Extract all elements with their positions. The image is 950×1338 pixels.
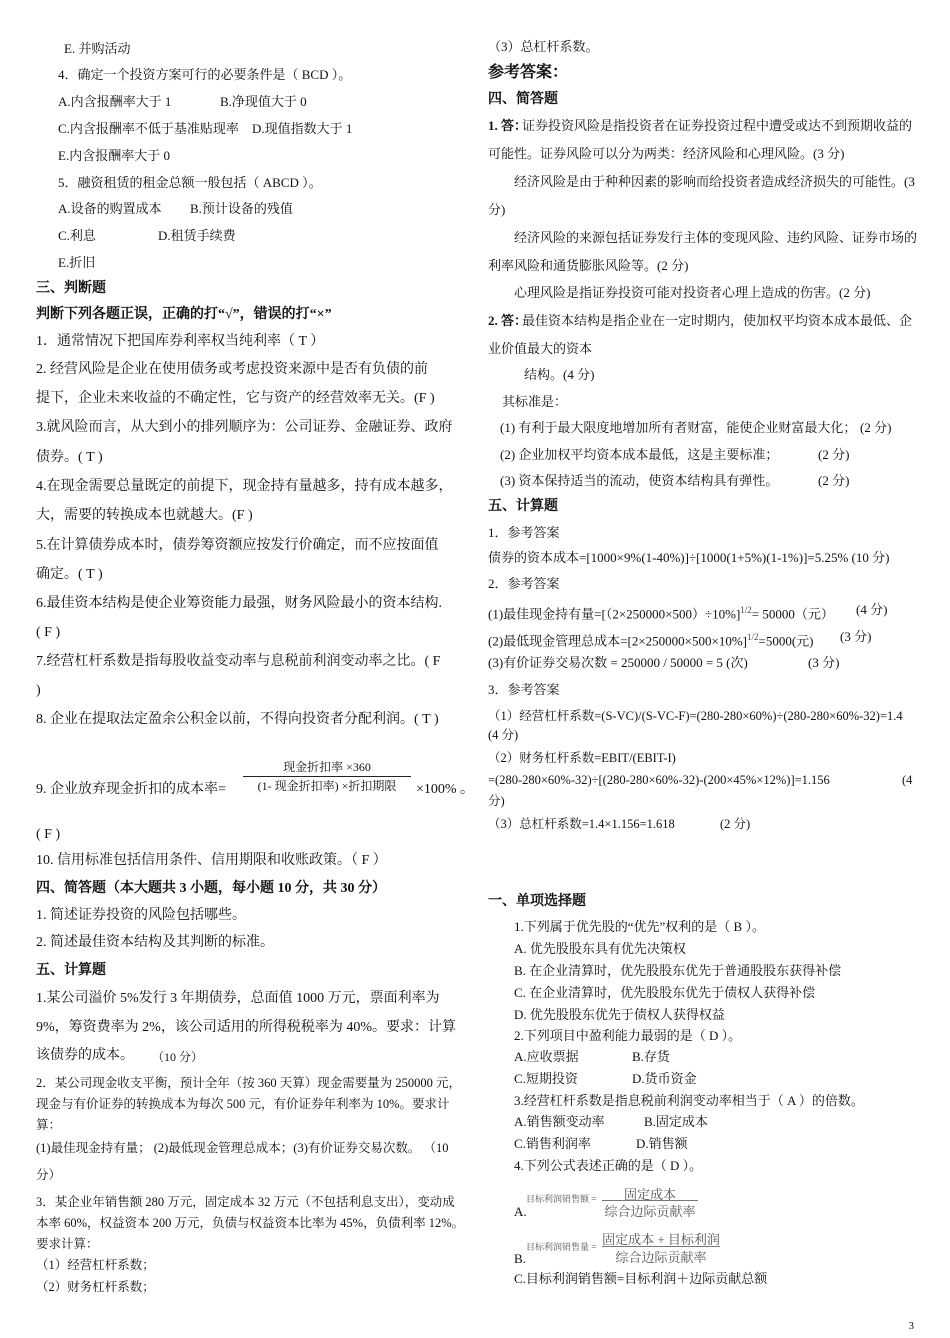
single-q2-option-c: C.短期投资 — [514, 1071, 578, 1086]
formula-c: C.目标利润销售额=目标利润＋边际贡献总额 — [514, 1271, 768, 1286]
q4-option-a: A.内含报酬率大于 1 — [58, 94, 172, 109]
judge-line: 7.经营杠杆系数是指每股收益变动率与息税前利润变动率之比。( F — [36, 654, 441, 669]
judge-line: 8. 企业在提取法定盈余公积金以前，不得向投资者分配利润。( T ) — [36, 712, 439, 727]
answer2-criterion: (2) 企业加权平均资本成本最低，这是主要标准； — [500, 447, 779, 462]
single-q3-option-a: A.销售额变动率 — [514, 1114, 605, 1129]
formula-b-label: B. — [514, 1251, 526, 1266]
answer2-criterion: (1) 有利于最大限度地增加所有者财富，能使企业财富最大化； — [500, 420, 857, 435]
formula-b-lhs: 目标利润销售量 = — [526, 1242, 597, 1252]
calc-q3-line: 要求计算： — [36, 1237, 99, 1251]
answer2-label: 2. 答： — [488, 313, 528, 328]
calc-q1-score: （10 分） — [152, 1050, 204, 1064]
answer1-line: 心理风险是指证券投资可能对投资者心理上造成的伤害。(2 分) — [514, 285, 871, 300]
answer1-line: 经济风险的来源包括证券发行主体的变现风险、违约风险、证券市场的 — [514, 230, 918, 245]
short-q2: 2. 简述最佳资本结构及其判断的标准。 — [36, 935, 274, 950]
judge-line: 6.最佳资本结构是使企业筹资能力最强，财务风险最小的资本结构. — [36, 596, 442, 611]
judge-line: 提下，企业未来收益的不确定性，它与资产的经营效率无关。(F ) — [36, 391, 435, 406]
calc3-line: (4 — [902, 773, 913, 787]
single-q3-option-c: C.销售利润率 — [514, 1136, 591, 1151]
answers-calc-title: 五、计算题 — [488, 499, 558, 514]
calc3-label: 3．参考答案 — [488, 682, 560, 697]
judge-line: 2. 经营风险是企业在使用债务或考虑投资来源中是否有负债的前 — [36, 362, 428, 377]
short-section-title: 四、简答题（本大题共 3 小题，每小题 10 分，共 30 分） — [36, 881, 386, 896]
single-q1-option: C. 在企业清算时，优先股股东优先于债权人获得补偿 — [514, 985, 816, 1000]
judge-line: 5.在计算债券成本时，债券筹资额应按发行价确定，而不应按面值 — [36, 538, 439, 553]
calc2-line2-score: (3 分) — [840, 629, 872, 644]
calc-q3-line: 本率 60%，权益资本 200 万元，负债与权益资本比率为 45%，负债利率 12%。 — [36, 1216, 465, 1230]
single-q1: 1.下列属于优先股的“优先”权利的是（ B ）。 — [514, 919, 765, 934]
q10: 10. 信用标准包括信用条件、信用期限和收账政策。（ F ） — [36, 853, 387, 868]
answer2-criterion: (3) 资本保持适当的流动，使资本结构具有弹性。 — [500, 473, 779, 488]
calc-q3-line: （1）经营杠杆系数； — [36, 1258, 155, 1272]
q4-option-b: B.净现值大于 0 — [220, 94, 307, 109]
short-q1: 1. 简述证券投资的风险包括哪些。 — [36, 908, 246, 923]
answer2-criterion-score: (2 分) — [818, 473, 850, 488]
calc2-line2-main: (2)最低现金管理总成本=[2×250000×500×10%] — [488, 633, 747, 649]
single-q1-option: B. 在企业清算时，优先股股东优先于普通股股东获得补偿 — [514, 963, 842, 978]
judge-line: ) — [36, 683, 41, 698]
answer1-line: 利率风险和通货膨胀风险等。(2 分) — [488, 258, 689, 273]
q5-question: 5．融资租赁的租金总额一般包括（ ABCD ）。 — [58, 175, 322, 190]
calc2-line3-score: (3 分) — [808, 655, 840, 670]
judge-line: 大，需要的转换成本也就越大。(F ) — [36, 508, 253, 523]
q9-answer: ( F ) — [36, 827, 61, 842]
judge-line: 确定。( T ) — [36, 567, 103, 582]
calc-q1-line: 9%，筹资费率为 2%，该公司适用的所得税税率为 40%。要求：计算 — [36, 1020, 456, 1035]
answer1-label: 1. 答： — [488, 118, 528, 133]
single-choice-title: 一、单项选择题 — [488, 894, 586, 909]
single-q1-option: D. 优先股股东优先于债权人获得权益 — [514, 1007, 725, 1022]
answer2-criterion-score: (2 分) — [860, 420, 892, 435]
answer2-line: 结构。(4 分) — [524, 367, 595, 382]
single-q4: 4.下列公式表述正确的是（ D ）。 — [514, 1158, 703, 1173]
calc2-line2-result: =5000(元) — [758, 633, 814, 649]
q4-question: 4．确定一个投资方案可行的必要条件是（ BCD ）。 — [58, 67, 352, 82]
calc1-label: 1．参考答案 — [488, 525, 560, 540]
q5-option-d: D.租赁手续费 — [158, 228, 236, 243]
answers-short-title: 四、简答题 — [488, 92, 558, 107]
calc3-line: (4 分) — [488, 728, 519, 742]
calc2-line1 — [488, 601, 834, 623]
calc-section-title: 五、计算题 — [36, 963, 106, 978]
answer2-line: 其标准是： — [502, 394, 568, 409]
calc-q1-line: 1.某公司溢价 5%发行 3 年期债券，总面值 1000 万元，票面利率为 — [36, 991, 440, 1006]
calc2-line1-score: (4 分) — [856, 602, 888, 617]
calc3-line: （3）总杠杆系数=1.4×1.156=1.618 — [488, 817, 675, 831]
calc3-line: （1）经营杠杆系数=(S-VC)/(S-VC-F)=(280-280×60%)÷(280-280×60%-32)=1.4 — [488, 709, 903, 723]
q5-option-a: A.设备的购置成本 — [58, 201, 162, 216]
formula-b-numerator: 固定成本 + 目标利润 — [602, 1232, 720, 1247]
calc-q2-line: 算： — [36, 1118, 62, 1132]
single-q2-option-b: B.存货 — [632, 1049, 670, 1064]
judge-line: 1．通常情况下把国库券利率权当纯利率（ T ） — [36, 334, 325, 349]
judge-section-title: 三、判断题 — [36, 281, 106, 296]
calc2-line1-result: = 50000（元） — [751, 606, 834, 622]
single-q1-option: A. 优先股股东具有优先决策权 — [514, 941, 686, 956]
answer2-line: 业价值最大的资本 — [488, 341, 593, 356]
single-q3: 3.经营杠杆系数是指息税前利润变动率相当于（ A ）的倍数。 — [514, 1093, 864, 1108]
q9-suffix: ×100% 。 — [416, 782, 475, 797]
calc-q2-line: (1)最佳现金持有量； (2)最低现金管理总成本；(3)有价证券交易次数。 （10 — [36, 1141, 449, 1155]
calc-q2-line: 分） — [36, 1168, 62, 1182]
calc-q2-line: 现金与有价证券的转换成本为每次 500 元，有价证券年利率为 10%。要求计 — [36, 1097, 450, 1111]
judge-line: 债券。( T ) — [36, 450, 103, 465]
answer1-line: 经济风险是由于种种因素的影响而给投资者造成经济损失的可能性。(3 — [514, 174, 915, 189]
calc2-line1-exp: 1/2 — [740, 605, 752, 615]
page-number: 3 — [908, 1320, 914, 1332]
q3-option-e: E. 并购活动 — [64, 41, 131, 56]
answer1-line: 分) — [488, 202, 506, 217]
calc2-line1-main: (1)最佳现金持有量=[（2×250000×500）÷10%] — [488, 606, 741, 622]
calc3-line: =(280-280×60%-32)÷[(280-280×60%-32)-(200×45%×12%)]=1.156 — [488, 773, 830, 787]
calc2-line2-exp: 1/2 — [746, 632, 759, 642]
answers-title: 参考答案： — [488, 64, 569, 81]
single-q2: 2.下列项目中盈利能力最弱的是（ D ）。 — [514, 1028, 742, 1043]
q5-option-e: E.折旧 — [58, 255, 96, 270]
q5-option-b: B.预计设备的残值 — [190, 201, 293, 216]
q4-option-d: D.现值指数大于 1 — [252, 121, 353, 136]
q9-prefix: 9. 企业放弃现金折扣的成本率= — [36, 782, 226, 797]
answer1-line: 可能性。证券风险可以分为两类：经济风险和心理风险。(3 分) — [488, 146, 845, 161]
answer2-line: 最佳资本结构是指企业在一定时期内，使加权平均资本成本最低、企 — [522, 313, 913, 328]
answer2-criterion-score: (2 分) — [818, 447, 850, 462]
calc-q1-line: 该债券的成本。 — [36, 1048, 134, 1063]
q4-option-c: C.内含报酬率不低于基准贴现率 — [58, 121, 239, 136]
calc3-line: （2）财务杠杆系数=EBIT/(EBIT-I) — [488, 751, 676, 765]
formula-a-label: A. — [514, 1204, 527, 1219]
formula-b-denominator: 综合边际贡献率 — [615, 1250, 707, 1265]
judge-line: 4.在现金需要总量既定的前提下，现金持有量越多，持有成本越多， — [36, 479, 453, 494]
calc-q2-line: 2．某公司现金收支平衡，预计全年（按 360 天算）现金需要量为 250000 元， — [36, 1076, 462, 1090]
q9-numerator: 现金折扣率 ×360 — [283, 760, 371, 774]
calc2-label: 2．参考答案 — [488, 576, 560, 591]
calc2-line3: (3)有价证券交易次数 = 250000 / 50000 = 5 (次) — [488, 655, 748, 670]
formula-a-denominator: 综合边际贡献率 — [604, 1204, 696, 1219]
q3-part3: （3）总杠杆系数。 — [488, 39, 599, 54]
judge-instruction: 判断下列各题正误，正确的打“√”，错误的打“×” — [36, 307, 332, 322]
q5-option-c: C.利息 — [58, 228, 96, 243]
judge-line: ( F ) — [36, 625, 61, 640]
calc3-line: (2 分) — [720, 817, 751, 831]
formula-a-numerator: 固定成本 — [623, 1187, 676, 1202]
formula-a-lhs: 目标利润销售额 = — [526, 1194, 597, 1204]
calc1-line: 债券的资本成本=[1000×9%(1-40%)]÷[1000(1+5%)(1-1%)]=5.25% (10 分) — [488, 550, 890, 565]
single-q2-option-d: D.货币资金 — [632, 1071, 697, 1086]
calc-q3-line: （2）财务杠杆系数； — [36, 1280, 155, 1294]
calc3-line: 分) — [488, 794, 505, 808]
judge-line: 3.就风险而言，从大到小的排列顺序为：公司证券、金融证券、政府 — [36, 420, 453, 435]
q4-option-e: E.内含报酬率大于 0 — [58, 148, 170, 163]
single-q2-option-a: A.应收票据 — [514, 1049, 579, 1064]
calc-q3-line: 3．某企业年销售额 280 万元，固定成本 32 万元（不包括利息支出），变动成 — [36, 1195, 455, 1209]
calc2-line2 — [488, 628, 814, 650]
answer1-line: 证券投资风险是指投资者在证券投资过程中遭受或达不到预期收益的 — [522, 118, 913, 133]
single-q3-option-d: D.销售额 — [636, 1136, 688, 1151]
single-q3-option-b: B.固定成本 — [644, 1114, 708, 1129]
q9-denominator: (1- 现金折扣率) ×折扣期限 — [257, 779, 397, 793]
